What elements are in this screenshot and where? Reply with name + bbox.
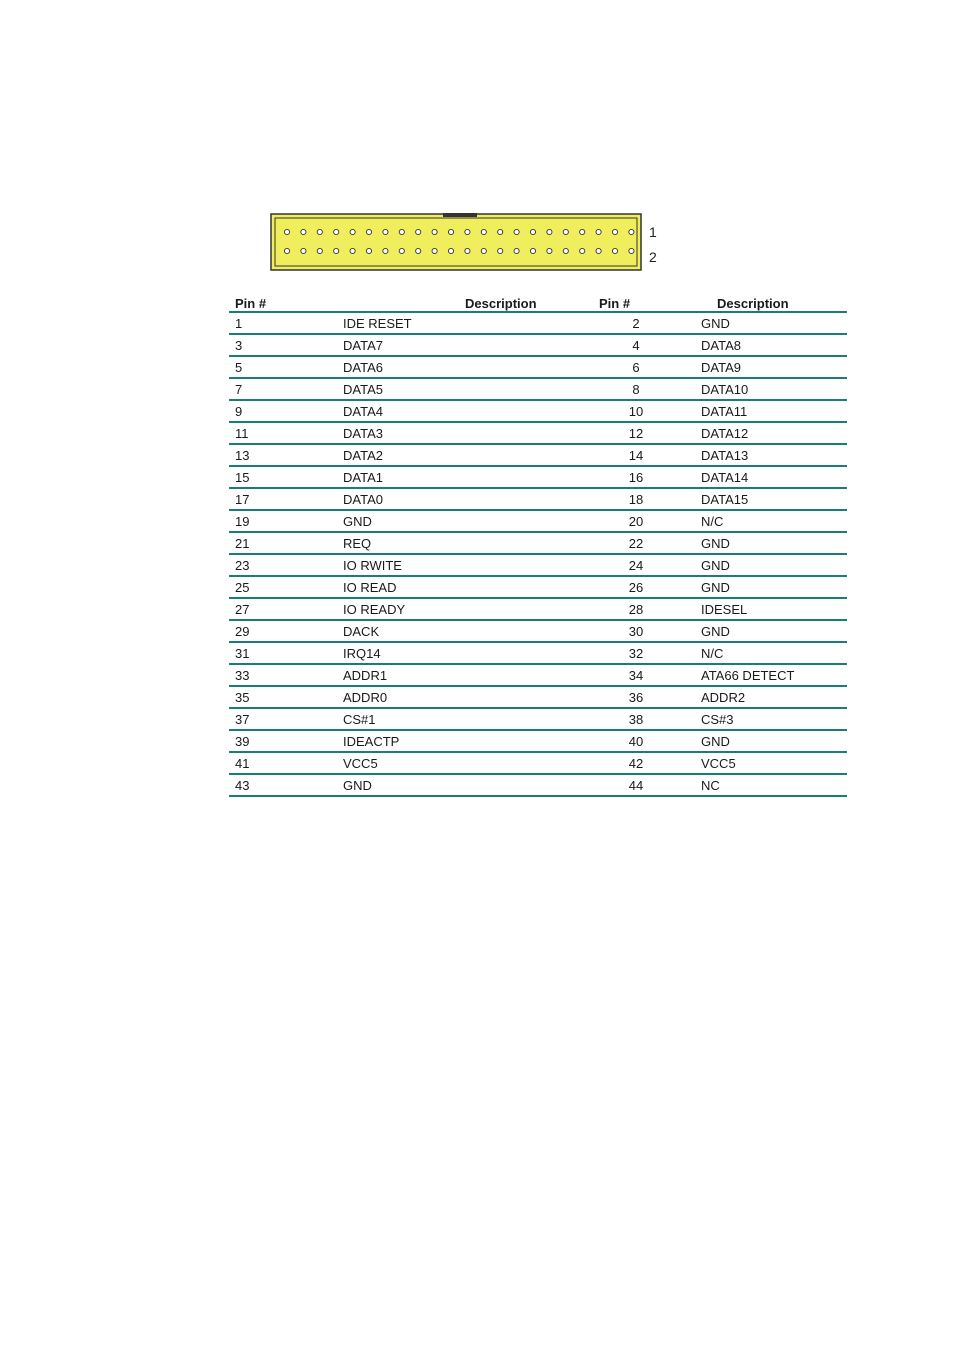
connector-pin — [547, 248, 552, 253]
cell-description-odd: REQ — [343, 532, 599, 554]
cell-description-even: DATA14 — [701, 466, 847, 488]
connector-pin — [448, 248, 453, 253]
connector-pin — [334, 229, 339, 234]
connector-pin — [596, 229, 601, 234]
connector-pin — [399, 229, 404, 234]
connector-pin — [563, 229, 568, 234]
pin-row-2-label: 2 — [649, 249, 657, 265]
connector-pin — [530, 248, 535, 253]
connector-pin — [629, 229, 634, 234]
connector-pin — [580, 248, 585, 253]
cell-description-odd: IO READ — [343, 576, 599, 598]
cell-description-even: DATA11 — [701, 400, 847, 422]
cell-description-odd: DATA0 — [343, 488, 599, 510]
cell-description-even: DATA10 — [701, 378, 847, 400]
cell-pin-even: 2 — [599, 312, 701, 334]
cell-pin-even: 16 — [599, 466, 701, 488]
cell-pin-odd: 21 — [229, 532, 343, 554]
cell-description-even: DATA15 — [701, 488, 847, 510]
table-row — [229, 730, 847, 752]
pin-row-1-label: 1 — [649, 224, 657, 240]
table-row — [229, 620, 847, 642]
cell-description-odd: VCC5 — [343, 752, 599, 774]
cell-pin-odd: 35 — [229, 686, 343, 708]
cell-description-odd: IDE RESET — [343, 312, 599, 334]
cell-pin-even: 8 — [599, 378, 701, 400]
connector-pin — [317, 248, 322, 253]
connector-pin — [481, 248, 486, 253]
table-row — [229, 334, 847, 356]
cell-pin-odd: 13 — [229, 444, 343, 466]
cell-description-even: GND — [701, 554, 847, 576]
table-row — [229, 444, 847, 466]
cell-description-odd: DACK — [343, 620, 599, 642]
connector-pin — [301, 248, 306, 253]
cell-description-odd: DATA3 — [343, 422, 599, 444]
cell-description-even: N/C — [701, 510, 847, 532]
pin-assignment-table — [229, 291, 847, 797]
cell-description-odd: IRQ14 — [343, 642, 599, 664]
cell-pin-odd: 7 — [229, 378, 343, 400]
ide-connector-diagram — [270, 213, 644, 273]
table-body — [229, 312, 847, 796]
cell-pin-odd: 19 — [229, 510, 343, 532]
connector-pin — [334, 248, 339, 253]
connector-pin — [432, 248, 437, 253]
table-row — [229, 642, 847, 664]
cell-description-odd: IO READY — [343, 598, 599, 620]
connector-pin — [498, 248, 503, 253]
cell-pin-even: 14 — [599, 444, 701, 466]
cell-pin-even: 10 — [599, 400, 701, 422]
cell-description-even: GND — [701, 576, 847, 598]
cell-description-odd: GND — [343, 510, 599, 532]
connector-pin — [514, 248, 519, 253]
cell-description-even: CS#3 — [701, 708, 847, 730]
cell-pin-odd: 17 — [229, 488, 343, 510]
table-row — [229, 554, 847, 576]
cell-pin-odd: 37 — [229, 708, 343, 730]
connector-pin — [416, 229, 421, 234]
connector-pin — [350, 229, 355, 234]
cell-description-even: DATA13 — [701, 444, 847, 466]
header-pin-2: Pin # — [599, 291, 701, 312]
cell-pin-even: 18 — [599, 488, 701, 510]
table-row — [229, 686, 847, 708]
cell-pin-even: 34 — [599, 664, 701, 686]
header-pin-1: Pin # — [229, 291, 343, 312]
cell-pin-odd: 27 — [229, 598, 343, 620]
connector-pin — [612, 248, 617, 253]
cell-description-even: DATA8 — [701, 334, 847, 356]
connector-pin — [399, 248, 404, 253]
cell-description-even: GND — [701, 312, 847, 334]
connector-pin — [547, 229, 552, 234]
cell-description-even: VCC5 — [701, 752, 847, 774]
cell-description-odd: CS#1 — [343, 708, 599, 730]
table-row — [229, 774, 847, 796]
cell-pin-odd: 5 — [229, 356, 343, 378]
cell-description-even: N/C — [701, 642, 847, 664]
header-description-2: Description — [701, 291, 847, 312]
cell-description-even: IDESEL — [701, 598, 847, 620]
connector-pin — [465, 248, 470, 253]
connector-pin — [284, 248, 289, 253]
connector-pin — [383, 229, 388, 234]
cell-description-even: ADDR2 — [701, 686, 847, 708]
cell-pin-even: 4 — [599, 334, 701, 356]
header-description-1: Description — [343, 291, 599, 312]
cell-pin-odd: 23 — [229, 554, 343, 576]
cell-pin-even: 30 — [599, 620, 701, 642]
connector-pin — [514, 229, 519, 234]
cell-pin-odd: 11 — [229, 422, 343, 444]
connector-key-notch — [443, 213, 477, 217]
cell-pin-even: 6 — [599, 356, 701, 378]
cell-pin-odd: 33 — [229, 664, 343, 686]
table-row — [229, 664, 847, 686]
cell-pin-odd: 43 — [229, 774, 343, 796]
cell-pin-even: 12 — [599, 422, 701, 444]
connector-pin — [530, 229, 535, 234]
cell-pin-even: 42 — [599, 752, 701, 774]
cell-pin-even: 24 — [599, 554, 701, 576]
cell-pin-odd: 39 — [229, 730, 343, 752]
cell-description-odd: ADDR1 — [343, 664, 599, 686]
cell-description-even: GND — [701, 730, 847, 752]
cell-description-odd: DATA1 — [343, 466, 599, 488]
cell-pin-even: 38 — [599, 708, 701, 730]
cell-pin-even: 22 — [599, 532, 701, 554]
connector-pin — [596, 248, 601, 253]
cell-pin-even: 28 — [599, 598, 701, 620]
cell-pin-odd: 9 — [229, 400, 343, 422]
connector-pin — [350, 248, 355, 253]
cell-pin-even: 44 — [599, 774, 701, 796]
connector-pin — [498, 229, 503, 234]
cell-pin-odd: 15 — [229, 466, 343, 488]
cell-description-odd: ADDR0 — [343, 686, 599, 708]
connector-pin — [366, 248, 371, 253]
cell-pin-odd: 29 — [229, 620, 343, 642]
cell-description-odd: IDEACTP — [343, 730, 599, 752]
cell-pin-even: 36 — [599, 686, 701, 708]
connector-pin — [284, 229, 289, 234]
cell-pin-odd: 25 — [229, 576, 343, 598]
table-row — [229, 510, 847, 532]
cell-pin-even: 20 — [599, 510, 701, 532]
connector-pin — [416, 248, 421, 253]
table-row — [229, 378, 847, 400]
table-row — [229, 312, 847, 334]
connector-pin — [366, 229, 371, 234]
cell-description-odd: DATA4 — [343, 400, 599, 422]
table-row — [229, 466, 847, 488]
table-row — [229, 356, 847, 378]
cell-description-even: DATA9 — [701, 356, 847, 378]
cell-description-odd: DATA5 — [343, 378, 599, 400]
table-row — [229, 576, 847, 598]
connector-outer-frame — [271, 214, 641, 270]
cell-pin-odd: 41 — [229, 752, 343, 774]
cell-pin-even: 32 — [599, 642, 701, 664]
table-row — [229, 422, 847, 444]
cell-description-even: DATA12 — [701, 422, 847, 444]
table-row — [229, 532, 847, 554]
cell-description-even: ATA66 DETECT — [701, 664, 847, 686]
connector-pin — [448, 229, 453, 234]
table-row — [229, 752, 847, 774]
cell-description-odd: GND — [343, 774, 599, 796]
connector-pin — [383, 248, 388, 253]
cell-pin-even: 26 — [599, 576, 701, 598]
cell-pin-odd: 1 — [229, 312, 343, 334]
cell-pin-odd: 31 — [229, 642, 343, 664]
cell-pin-odd: 3 — [229, 334, 343, 356]
cell-description-even: NC — [701, 774, 847, 796]
connector-pin — [580, 229, 585, 234]
cell-pin-even: 40 — [599, 730, 701, 752]
connector-pin — [481, 229, 486, 234]
connector-pin — [465, 229, 470, 234]
table-header-row — [229, 291, 847, 312]
table-row — [229, 488, 847, 510]
cell-description-odd: DATA2 — [343, 444, 599, 466]
connector-pin — [317, 229, 322, 234]
cell-description-even: GND — [701, 532, 847, 554]
cell-description-odd: DATA6 — [343, 356, 599, 378]
cell-description-odd: DATA7 — [343, 334, 599, 356]
table-row — [229, 708, 847, 730]
connector-pin — [432, 229, 437, 234]
table-row — [229, 400, 847, 422]
connector-pin — [629, 248, 634, 253]
cell-description-even: GND — [701, 620, 847, 642]
connector-pin — [563, 248, 568, 253]
connector-pin — [612, 229, 617, 234]
cell-description-odd: IO RWITE — [343, 554, 599, 576]
connector-pin — [301, 229, 306, 234]
table-row — [229, 598, 847, 620]
